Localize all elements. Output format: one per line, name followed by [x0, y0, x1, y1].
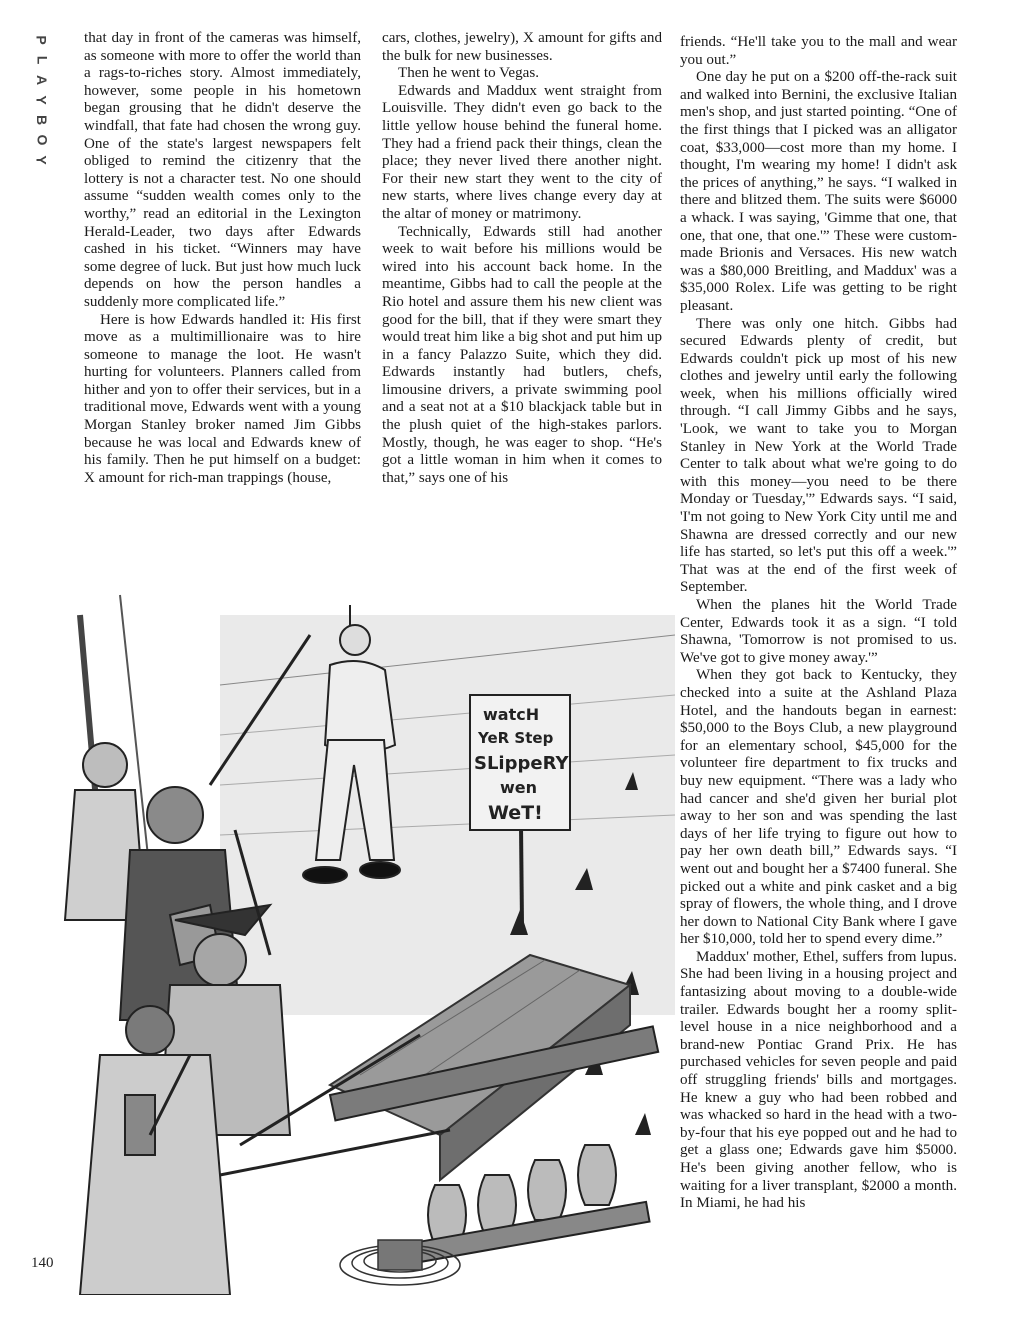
- warning-sign: [470, 695, 570, 830]
- sign-line: wen: [500, 778, 538, 797]
- paragraph: There was only one hitch. Gibbs had secured Edwards plenty of credit, but Edwards couldn't pick up most of his new clothes and jewelry until early the following week, when his millions officially wired through. “I call Jimmy Gibbs and he says, 'Look, we want to take you to Morgan Stanley in New York at the World Trade Center to talk about what we're going to do with this money—you need to be there Monday or Tuesday,'” Edwards says. “I said, 'I'm not going to New York City until me and Shawna are dressed correctly and our new life has started, so let's put this off a week.'” That was at the end of the first week of September.: [680, 315, 957, 596]
- running-head-letter: L: [34, 55, 50, 65]
- sign-line: watcH: [483, 705, 540, 724]
- running-head-letter: Y: [34, 155, 50, 165]
- column-1: [84, 30, 361, 487]
- column-2: [382, 30, 662, 487]
- running-head-letter: O: [33, 134, 50, 146]
- paragraph: When the planes hit the World Trade Center, Edwards took it as a sign. “I told Shawna, 'Tomorrow is not promised to us. We've got to give money away.'”: [680, 597, 957, 666]
- sign-line: YeR Step: [478, 729, 554, 747]
- running-head-letter: P: [34, 35, 50, 45]
- running-head-letter: A: [34, 74, 50, 86]
- paragraph: Edwards and Maddux went straight from Louisville. They didn't even go back to the little yellow house behind the funeral home. They had a friend pack their things, clean the place; they never lived there another night. For their new start they went to the city of new starts, where lives change every day at the altar of money or matrimony.: [382, 82, 662, 222]
- paragraph: Maddux' mother, Ethel, suffers from lupus. She had been living in a housing project and fantasizing about moving to a double-wide trailer. Edwards bought her a roomy split-level house in a nice neighborhood and a brand-new Pontiac Grand Prix. He has purchased vehicles for seven people and paid off struggling friends' bills and mortgages. He knew a guy who had been robbed and was whacked so hard in the head with a two-by-four that his eye popped out and he had to get a glass one; Edwards gave him $5000. He's been giving another fellow, who is waiting for a liver transplant, $2000 a month. In Miami, he had his: [680, 948, 957, 1212]
- running-head: [27, 30, 57, 170]
- sign-line: WeT!: [488, 802, 543, 824]
- column-3: [680, 34, 957, 1213]
- paragraph: One day he put on a $200 off-the-rack suit and walked into Bernini, the exclusive Italian men's shop, and just started pointing. “One of the first things that I picked was an alligator coat, $33,000—cost more than my home. I thought, I'm wearing my home! I didn't ask the prices of anything,” he says. “I walked in there and blitzed them. The suits were $6000 a whack. I was saying, 'Gimme that one, that one, that one, that one.'” These were custom-made Brionis and Versaces. His new watch was a $80,000 Breitling, and Maddux' was a $35,000 Rolex. Life was getting to be right pleasant.: [680, 69, 957, 314]
- paragraph: Then he went to Vegas.: [398, 65, 539, 82]
- paragraph: Technically, Edwards still had another week to wait before his millions would be wired into his account back home. In the meantime, Gibbs had to call the people at the Rio hotel and assure them his new client was good for the bill, that if they were smart they would treat him like a big shot and put him up in a fancy Palazzo Suite, which they did. Edwards instantly had butlers, chefs, limousine drivers, a private swimming pool and a seat not at a $10 blackjack table but in the plush quiet of the high-stakes parlors. Mostly, though, he was eager to shop. “He's got a little woman in him when it comes to that,” says one of his: [382, 223, 662, 486]
- running-head-letter: B: [34, 114, 50, 126]
- cartoon-illustration: [60, 575, 675, 1295]
- paragraph: Here is how Edwards handled it: His first move as a multimillionaire was to hire someone to manage the loot. He wasn't hurting for volunteers. Planners called from hither and yon to offer their services, but in a traditional move, Edwards went with a young Morgan Stanley broker named Jim Gibbs because he was local and Edwards knew of his family. Then he put himself on a budget: X amount for rich-man trappings (house,: [84, 311, 361, 486]
- paragraph: When they got back to Kentucky, they checked into a suite at the Ashland Plaza Hotel, and the handouts began in earnest: $50,000 to the Boys Club, a new playground for an elementary school, $45,000 for the volunteer fire department to fix trucks and buy new equipment. “There was a lady who had cancer and she'd given her burial plot away to her son and was spending the last days of her life trying to figure out how to pay her own death bill,” Edwards says. “I went out and bought her a $7400 funeral. She picked out a white and pink casket and a big spray of flowers, the whole thing, and I drove her down to National City Bank where I gave her $10,000, told her to spend every dime.”: [680, 667, 957, 948]
- paragraph: friends. “He'll take you to the mall and wear you out.”: [680, 34, 957, 68]
- paragraph: cars, clothes, jewelry), X amount for gifts and the bulk for new businesses.: [382, 30, 662, 64]
- page-number: 140: [31, 1255, 54, 1271]
- paragraph: that day in front of the cameras was himself, as someone with more to offer the world than a rags-to-riches story. Almost immediately, however, some people in his hometown began grousing that he didn't deserve the windfall, that fate had chosen the wrong guy. One of the state's largest newspapers felt obliged to remind the citizenry that the lottery is not a character test. No one should assume “sudden wealth comes only to the worthy,” read an editorial in the Lexington Herald-Leader, two days after Edwards cashed in his ticket. “Winners may have some degree of luck. But just how much luck depends on how the person handles a suddenly more complicated life.”: [84, 30, 361, 310]
- running-head-letter: Y: [34, 95, 50, 105]
- sign-line: SLippeRY: [474, 753, 569, 774]
